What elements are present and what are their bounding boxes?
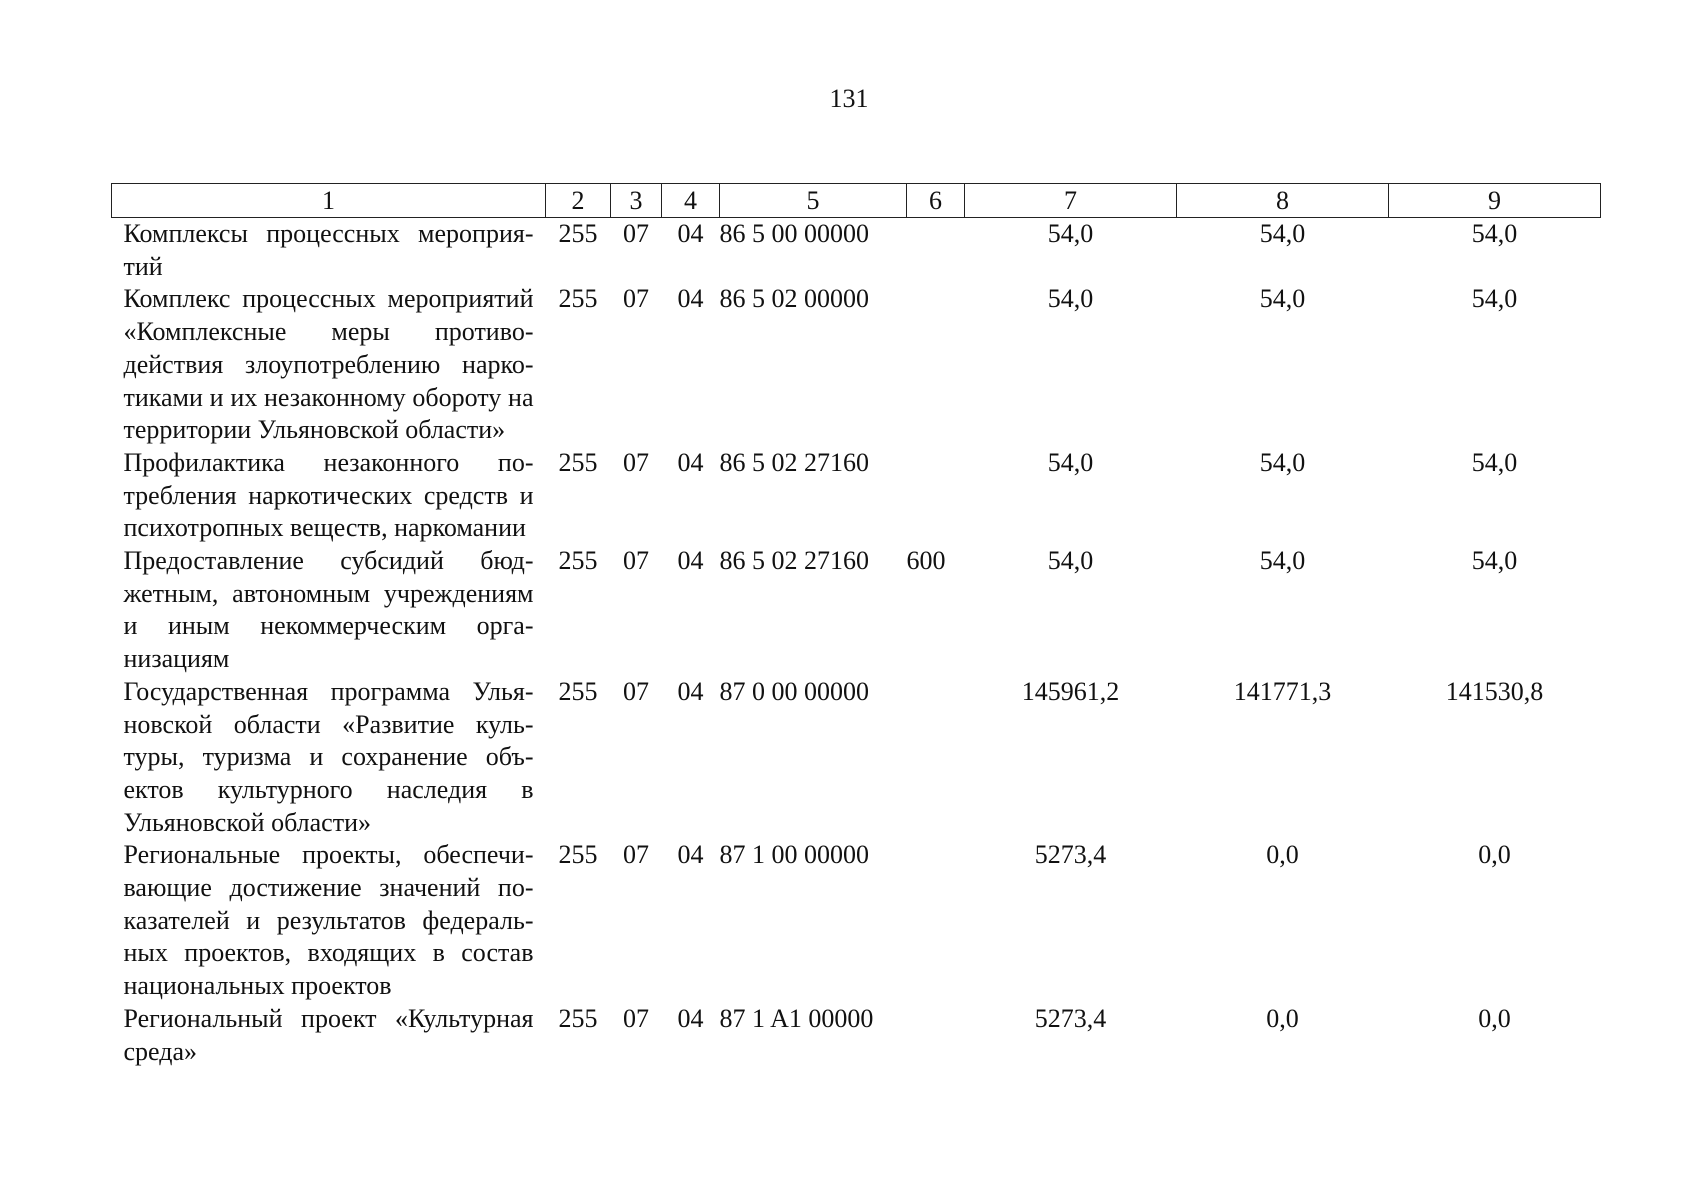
- row-name: Предоставление субсидий бюджетным, автономным учреждениям и иным некоммерческим организациям: [123, 546, 534, 674]
- cell-col-9: 54,0: [1471, 546, 1518, 576]
- cell-col-6: [907, 218, 965, 284]
- cell-col-4: 04: [677, 219, 704, 248]
- cell-col-6: [907, 676, 965, 840]
- cell-col-4: 04: [677, 284, 704, 314]
- cell-col-2: 255: [558, 284, 598, 314]
- cell-col-9: 54,0: [1471, 284, 1518, 314]
- column-header-5: 5: [720, 184, 907, 218]
- cell-col-3: 07: [623, 546, 649, 576]
- budget-table: [111, 183, 1601, 1068]
- row-name: Профилактика незаконного потребления наркотических средств и психотропных веществ, наркомании: [123, 447, 534, 543]
- cell-col-3: 07: [623, 219, 649, 248]
- column-header-1: 1: [112, 184, 546, 218]
- cell-col-3: 07: [623, 840, 649, 870]
- row-name: Региональные проекты, обеспечивающие достижение значений показателей и результатов федеральных проектов, входящих в состав национальных проектов: [123, 840, 534, 1001]
- cell-col-6: [907, 447, 965, 545]
- cell-col-6: [907, 1003, 965, 1068]
- row-name: Региональный проект «Культурная среда»: [123, 1003, 534, 1066]
- cell-col-3: 07: [623, 284, 649, 314]
- cell-col-9: 54,0: [1471, 447, 1518, 477]
- column-header-9: 9: [1389, 184, 1601, 218]
- cell-col-7: 145961,2: [1021, 676, 1120, 706]
- table-row: [112, 218, 1601, 284]
- row-name: Комплекс процессных мероприятий «Комплексные меры противодействия злоупотреблению наркотиками и их незаконному обороту на территории Ульяновской области»: [123, 284, 534, 445]
- column-header-7: 7: [965, 184, 1177, 218]
- cell-col-6: 600: [906, 546, 946, 576]
- cell-col-9: 54,0: [1471, 219, 1518, 248]
- cell-col-4: 04: [677, 1003, 704, 1033]
- table-row: [112, 283, 1601, 447]
- cell-col-9: 0,0: [1478, 840, 1511, 870]
- page-number: 131: [829, 84, 869, 113]
- cell-col-9: 0,0: [1478, 1003, 1511, 1033]
- column-header-2: 2: [546, 184, 611, 218]
- cell-col-2: 255: [558, 546, 598, 576]
- cell-col-8: 141771,3: [1233, 676, 1332, 706]
- table-row: [112, 545, 1601, 676]
- cell-col-4: 04: [677, 676, 704, 706]
- cell-col-5: 86 5 00 00000: [719, 219, 869, 248]
- cell-col-5: 87 0 00 00000: [719, 676, 869, 706]
- cell-col-5: 87 1 00 00000: [719, 840, 869, 870]
- cell-col-6: [907, 839, 965, 1003]
- cell-col-8: 54,0: [1259, 219, 1306, 248]
- cell-col-2: 255: [558, 447, 598, 477]
- row-name: Комплексы процессных мероприятий: [123, 219, 534, 281]
- cell-col-9: 141530,8: [1445, 676, 1544, 706]
- table-row: [112, 447, 1601, 545]
- cell-col-7: 54,0: [1047, 447, 1094, 477]
- cell-col-3: 07: [623, 676, 649, 706]
- cell-col-2: 255: [558, 840, 598, 870]
- cell-col-7: 54,0: [1047, 546, 1094, 576]
- cell-col-4: 04: [677, 840, 704, 870]
- cell-col-5: 86 5 02 27160: [719, 447, 869, 477]
- column-header-4: 4: [662, 184, 720, 218]
- cell-col-7: 5273,4: [1034, 840, 1107, 870]
- cell-col-3: 07: [623, 1003, 649, 1033]
- cell-col-8: 0,0: [1266, 840, 1299, 870]
- column-header-8: 8: [1177, 184, 1389, 218]
- column-header-3: 3: [611, 184, 662, 218]
- row-name: Государственная программа Ульяновской области «Развитие культуры, туризма и сохранение объектов культурного наследия в Ульяновской области»: [123, 676, 534, 837]
- column-header-6: 6: [907, 184, 965, 218]
- cell-col-7: 54,0: [1047, 219, 1094, 248]
- cell-col-8: 54,0: [1259, 546, 1306, 576]
- table-row: [112, 676, 1601, 840]
- cell-col-8: 0,0: [1266, 1003, 1299, 1033]
- cell-col-5: 87 1 A1 00000: [719, 1003, 874, 1033]
- cell-col-3: 07: [623, 447, 649, 477]
- cell-col-4: 04: [677, 546, 704, 576]
- cell-col-8: 54,0: [1259, 447, 1306, 477]
- cell-col-7: 54,0: [1047, 284, 1094, 314]
- cell-col-8: 54,0: [1259, 284, 1306, 314]
- cell-col-2: 255: [558, 1003, 598, 1033]
- cell-col-4: 04: [677, 447, 704, 477]
- cell-col-2: 255: [558, 676, 598, 706]
- cell-col-7: 5273,4: [1034, 1003, 1107, 1033]
- cell-col-2: 255: [558, 219, 598, 248]
- cell-col-5: 86 5 02 27160: [719, 546, 869, 576]
- cell-col-6: [907, 283, 965, 447]
- table-header-row: [112, 184, 1601, 218]
- table-row: [112, 1003, 1601, 1068]
- table-row: [112, 839, 1601, 1003]
- cell-col-5: 86 5 02 00000: [719, 284, 869, 314]
